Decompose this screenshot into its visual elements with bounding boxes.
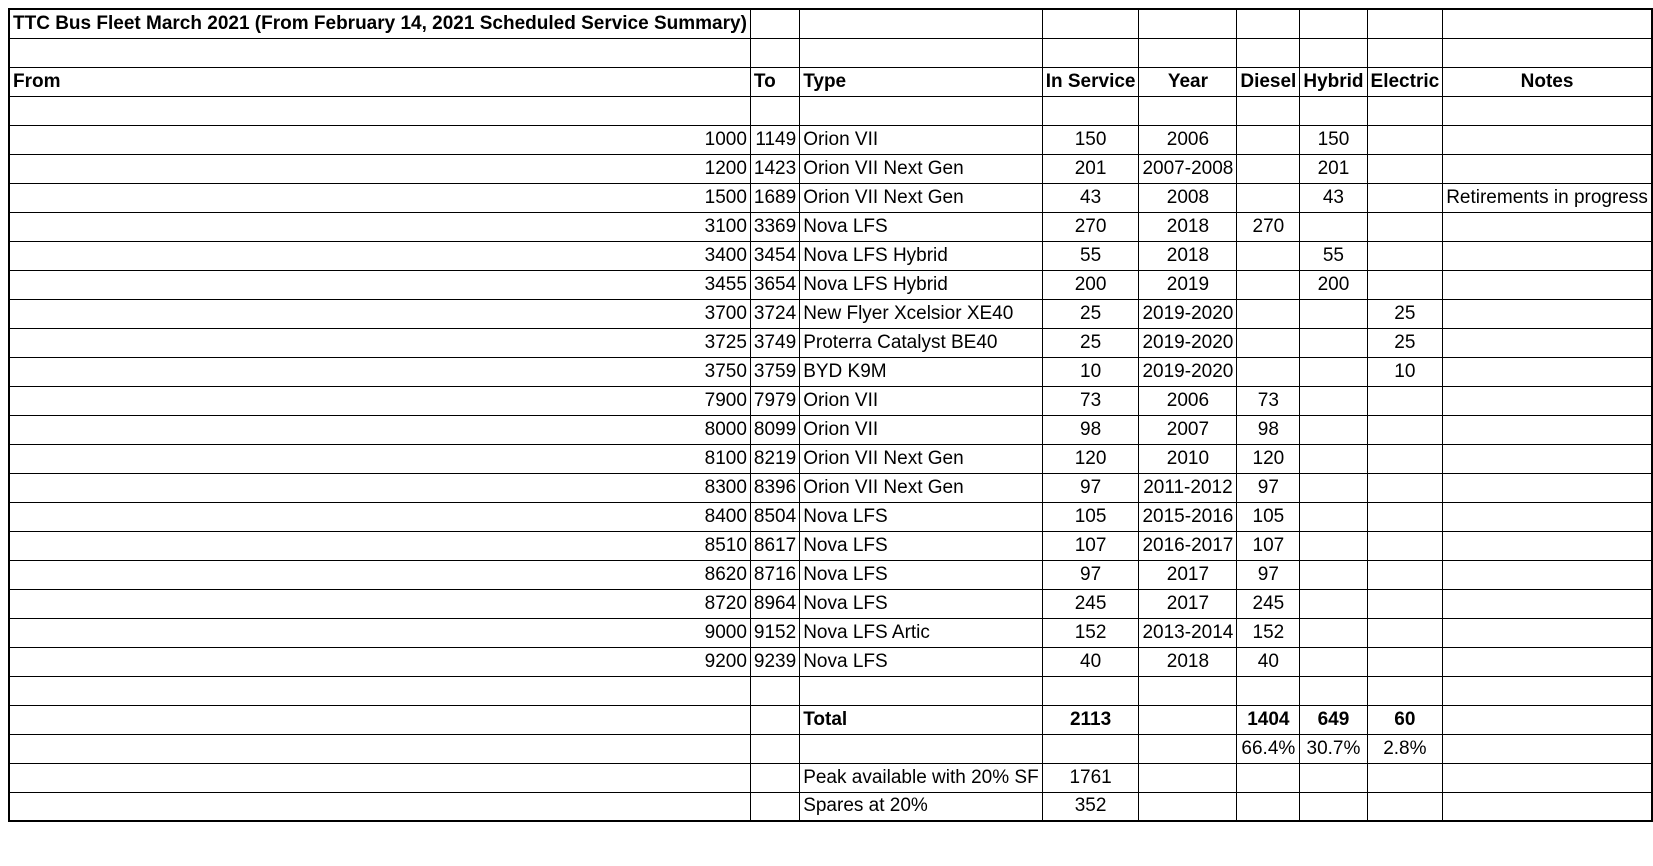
cell-year[interactable]: 2006 [1139, 386, 1237, 415]
percent-diesel[interactable]: 66.4% [1237, 734, 1300, 763]
table-row [9, 560, 1652, 589]
cell-electric[interactable] [1367, 531, 1443, 560]
cell-hybrid[interactable]: 43 [1300, 183, 1367, 212]
cell-hybrid[interactable] [1300, 473, 1367, 502]
cell-notes[interactable] [1443, 299, 1652, 328]
cell-diesel[interactable] [1237, 183, 1300, 212]
cell[interactable] [1367, 96, 1443, 125]
cell-to[interactable]: 8617 [750, 531, 799, 560]
cell-hybrid[interactable] [1300, 212, 1367, 241]
cell-in-service[interactable]: 73 [1042, 386, 1139, 415]
cell[interactable] [800, 96, 1043, 125]
cell-type[interactable]: New Flyer Xcelsior XE40 [800, 299, 1043, 328]
table-row [9, 473, 1652, 502]
cell[interactable] [1367, 9, 1443, 38]
cell-type[interactable]: Nova LFS [800, 502, 1043, 531]
cell-year[interactable]: 2011-2012 [1139, 473, 1237, 502]
cell-type[interactable]: Nova LFS [800, 531, 1043, 560]
cell-type[interactable]: Nova LFS Hybrid [800, 241, 1043, 270]
cell-type[interactable]: Orion VII Next Gen [800, 154, 1043, 183]
cell[interactable] [1300, 96, 1367, 125]
cell[interactable] [750, 734, 799, 763]
cell-to[interactable]: 8504 [750, 502, 799, 531]
cell[interactable] [9, 792, 750, 821]
cell[interactable] [1300, 38, 1367, 67]
cell-from[interactable]: 8000 [9, 415, 750, 444]
cell-in-service[interactable]: 40 [1042, 647, 1139, 676]
cell[interactable] [1300, 792, 1367, 821]
cell-to[interactable]: 8099 [750, 415, 799, 444]
cell-type[interactable]: Orion VII [800, 415, 1043, 444]
table-row [9, 270, 1652, 299]
cell-electric[interactable]: 10 [1367, 357, 1443, 386]
cell-from[interactable]: 8720 [9, 589, 750, 618]
total-electric[interactable]: 60 [1367, 705, 1443, 734]
cell-hybrid[interactable] [1300, 531, 1367, 560]
cell-year[interactable]: 2013-2014 [1139, 618, 1237, 647]
cell-hybrid[interactable] [1300, 502, 1367, 531]
cell[interactable] [1042, 38, 1139, 67]
cell[interactable] [1443, 9, 1652, 38]
cell-diesel[interactable]: 40 [1237, 647, 1300, 676]
cell-in-service[interactable]: 98 [1042, 415, 1139, 444]
cell-hybrid[interactable] [1300, 618, 1367, 647]
cell-diesel[interactable]: 245 [1237, 589, 1300, 618]
cell[interactable] [800, 38, 1043, 67]
header-hybrid[interactable]: Hybrid [1300, 67, 1367, 96]
cell[interactable] [1367, 676, 1443, 705]
cell-diesel[interactable] [1237, 154, 1300, 183]
cell[interactable] [1367, 38, 1443, 67]
cell[interactable] [1139, 676, 1237, 705]
cell-to[interactable]: 3654 [750, 270, 799, 299]
cell-electric[interactable] [1367, 415, 1443, 444]
table-row [9, 618, 1652, 647]
cell[interactable] [750, 763, 799, 792]
table-row [9, 357, 1652, 386]
cell-from[interactable]: 3100 [9, 212, 750, 241]
cell-from[interactable]: 1000 [9, 125, 750, 154]
cell[interactable] [1300, 763, 1367, 792]
cell-hybrid[interactable] [1300, 647, 1367, 676]
table-row [9, 328, 1652, 357]
cell-year[interactable]: 2007-2008 [1139, 154, 1237, 183]
cell-year[interactable]: 2019 [1139, 270, 1237, 299]
table-row [9, 241, 1652, 270]
cell-type[interactable]: Nova LFS Artic [800, 618, 1043, 647]
cell[interactable] [750, 9, 799, 38]
cell[interactable] [1237, 96, 1300, 125]
cell-electric[interactable] [1367, 241, 1443, 270]
cell-to[interactable]: 3724 [750, 299, 799, 328]
cell-to[interactable]: 3454 [750, 241, 799, 270]
cell-in-service[interactable]: 107 [1042, 531, 1139, 560]
cell-diesel[interactable]: 97 [1237, 560, 1300, 589]
table-row [9, 154, 1652, 183]
spares-label[interactable]: Spares at 20% [800, 792, 1043, 821]
cell-from[interactable]: 8620 [9, 560, 750, 589]
cell-to[interactable]: 1689 [750, 183, 799, 212]
header-type[interactable]: Type [800, 67, 1043, 96]
cell[interactable] [1443, 792, 1652, 821]
cell-type[interactable]: Orion VII Next Gen [800, 473, 1043, 502]
cell-notes[interactable] [1443, 473, 1652, 502]
table-row [9, 125, 1652, 154]
cell-electric[interactable] [1367, 647, 1443, 676]
cell[interactable] [1443, 705, 1652, 734]
cell-in-service[interactable]: 120 [1042, 444, 1139, 473]
cell-notes[interactable] [1443, 212, 1652, 241]
cell[interactable] [1443, 763, 1652, 792]
spares-value[interactable]: 352 [1042, 792, 1139, 821]
blank-row [9, 96, 1652, 125]
table-row [9, 531, 1652, 560]
cell[interactable] [1443, 38, 1652, 67]
cell[interactable] [1237, 792, 1300, 821]
peak-row [9, 763, 1652, 792]
cell[interactable] [1367, 792, 1443, 821]
cell-in-service[interactable]: 245 [1042, 589, 1139, 618]
cell-diesel[interactable]: 120 [1237, 444, 1300, 473]
cell-in-service[interactable]: 150 [1042, 125, 1139, 154]
cell-notes[interactable] [1443, 125, 1652, 154]
cell-to[interactable]: 8396 [750, 473, 799, 502]
total-in-service[interactable]: 2113 [1042, 705, 1139, 734]
cell-electric[interactable] [1367, 154, 1443, 183]
cell-to[interactable]: 9152 [750, 618, 799, 647]
cell-to[interactable]: 9239 [750, 647, 799, 676]
cell-year[interactable]: 2015-2016 [1139, 502, 1237, 531]
cell-notes[interactable] [1443, 502, 1652, 531]
cell-in-service[interactable]: 25 [1042, 328, 1139, 357]
cell-diesel[interactable]: 73 [1237, 386, 1300, 415]
cell-diesel[interactable]: 270 [1237, 212, 1300, 241]
cell-type[interactable]: Nova LFS Hybrid [800, 270, 1043, 299]
cell-notes[interactable] [1443, 415, 1652, 444]
cell-year[interactable]: 2019-2020 [1139, 357, 1237, 386]
cell-hybrid[interactable]: 200 [1300, 270, 1367, 299]
cell-to[interactable]: 3369 [750, 212, 799, 241]
cell-year[interactable]: 2006 [1139, 125, 1237, 154]
cell-hybrid[interactable] [1300, 415, 1367, 444]
cell-notes[interactable] [1443, 444, 1652, 473]
cell-hybrid[interactable] [1300, 386, 1367, 415]
cell-hybrid[interactable] [1300, 560, 1367, 589]
table-row [9, 502, 1652, 531]
cell-in-service[interactable]: 97 [1042, 560, 1139, 589]
cell-year[interactable]: 2016-2017 [1139, 531, 1237, 560]
cell[interactable] [800, 676, 1043, 705]
cell-notes[interactable] [1443, 618, 1652, 647]
cell-notes[interactable] [1443, 328, 1652, 357]
cell-type[interactable]: Orion VII Next Gen [800, 444, 1043, 473]
cell-diesel[interactable]: 97 [1237, 473, 1300, 502]
cell[interactable] [1367, 763, 1443, 792]
cell-from[interactable]: 3725 [9, 328, 750, 357]
cell[interactable] [1300, 9, 1367, 38]
cell-from[interactable]: 3400 [9, 241, 750, 270]
cell-in-service[interactable]: 25 [1042, 299, 1139, 328]
total-hybrid[interactable]: 649 [1300, 705, 1367, 734]
header-row [9, 67, 1652, 96]
cell-electric[interactable]: 25 [1367, 328, 1443, 357]
cell-hybrid[interactable]: 150 [1300, 125, 1367, 154]
cell-to[interactable]: 8716 [750, 560, 799, 589]
cell-from[interactable]: 9200 [9, 647, 750, 676]
cell-from[interactable]: 3455 [9, 270, 750, 299]
cell-hybrid[interactable] [1300, 444, 1367, 473]
cell-type[interactable]: Proterra Catalyst BE40 [800, 328, 1043, 357]
cell-diesel[interactable]: 105 [1237, 502, 1300, 531]
header-notes[interactable]: Notes [1443, 67, 1652, 96]
cell-in-service[interactable]: 97 [1042, 473, 1139, 502]
cell-electric[interactable] [1367, 212, 1443, 241]
cell-notes[interactable] [1443, 589, 1652, 618]
blank-row [9, 38, 1652, 67]
table-row [9, 415, 1652, 444]
cell[interactable] [1042, 734, 1139, 763]
cell[interactable] [1139, 38, 1237, 67]
cell-year[interactable]: 2007 [1139, 415, 1237, 444]
cell[interactable] [1139, 763, 1237, 792]
cell-from[interactable]: 8400 [9, 502, 750, 531]
cell-from[interactable]: 8510 [9, 531, 750, 560]
cell-year[interactable]: 2019-2020 [1139, 299, 1237, 328]
cell-in-service[interactable]: 270 [1042, 212, 1139, 241]
header-in-service[interactable]: In Service [1042, 67, 1139, 96]
cell-in-service[interactable]: 10 [1042, 357, 1139, 386]
percent-electric[interactable]: 2.8% [1367, 734, 1443, 763]
cell[interactable] [9, 705, 750, 734]
cell-notes[interactable] [1443, 386, 1652, 415]
total-label[interactable]: Total [800, 705, 1043, 734]
cell-year[interactable]: 2017 [1139, 589, 1237, 618]
cell-electric[interactable] [1367, 618, 1443, 647]
cell-notes[interactable] [1443, 647, 1652, 676]
cell[interactable] [1237, 676, 1300, 705]
cell-type[interactable]: Orion VII [800, 125, 1043, 154]
cell-to[interactable]: 7979 [750, 386, 799, 415]
cell-from[interactable]: 3700 [9, 299, 750, 328]
cell-diesel[interactable]: 152 [1237, 618, 1300, 647]
cell-hybrid[interactable]: 201 [1300, 154, 1367, 183]
cell-hybrid[interactable] [1300, 589, 1367, 618]
cell-to[interactable]: 3749 [750, 328, 799, 357]
cell-year[interactable]: 2019-2020 [1139, 328, 1237, 357]
cell-electric[interactable] [1367, 125, 1443, 154]
table-row [9, 589, 1652, 618]
cell-type[interactable]: Nova LFS [800, 212, 1043, 241]
sheet-title[interactable]: TTC Bus Fleet March 2021 (From February 14, 2021 Scheduled Service Summary) [9, 9, 750, 38]
cell[interactable] [1237, 38, 1300, 67]
peak-label[interactable]: Peak available with 20% SF [800, 763, 1043, 792]
table-row [9, 444, 1652, 473]
cell-year[interactable]: 2008 [1139, 183, 1237, 212]
cell[interactable] [1139, 705, 1237, 734]
total-row [9, 705, 1652, 734]
cell[interactable] [1139, 734, 1237, 763]
title-row [9, 9, 1652, 38]
table-row [9, 386, 1652, 415]
cell-notes[interactable] [1443, 560, 1652, 589]
cell-electric[interactable] [1367, 270, 1443, 299]
percent-hybrid[interactable]: 30.7% [1300, 734, 1367, 763]
cell-to[interactable]: 1423 [750, 154, 799, 183]
cell-from[interactable]: 8300 [9, 473, 750, 502]
cell-year[interactable]: 2017 [1139, 560, 1237, 589]
cell-diesel[interactable] [1237, 241, 1300, 270]
blank-row [9, 676, 1652, 705]
cell-year[interactable]: 2018 [1139, 241, 1237, 270]
cell-from[interactable]: 1200 [9, 154, 750, 183]
peak-value[interactable]: 1761 [1042, 763, 1139, 792]
cell-from[interactable]: 7900 [9, 386, 750, 415]
cell[interactable] [1300, 676, 1367, 705]
cell-in-service[interactable]: 43 [1042, 183, 1139, 212]
cell-to[interactable]: 8219 [750, 444, 799, 473]
cell[interactable] [1042, 676, 1139, 705]
cell[interactable] [1443, 676, 1652, 705]
cell-notes[interactable] [1443, 531, 1652, 560]
cell-type[interactable]: Nova LFS [800, 560, 1043, 589]
cell[interactable] [1237, 763, 1300, 792]
cell[interactable] [1443, 734, 1652, 763]
cell[interactable] [9, 763, 750, 792]
cell-year[interactable]: 2018 [1139, 212, 1237, 241]
cell[interactable] [1237, 9, 1300, 38]
table-row [9, 299, 1652, 328]
header-from[interactable]: From [9, 67, 750, 96]
cell-type[interactable]: Orion VII [800, 386, 1043, 415]
spares-row [9, 792, 1652, 821]
cell-to[interactable]: 8964 [750, 589, 799, 618]
cell-diesel[interactable] [1237, 125, 1300, 154]
cell[interactable] [1443, 96, 1652, 125]
cell-from[interactable]: 9000 [9, 618, 750, 647]
cell-in-service[interactable]: 201 [1042, 154, 1139, 183]
cell[interactable] [1042, 96, 1139, 125]
cell[interactable] [750, 792, 799, 821]
percent-row [9, 734, 1652, 763]
cell[interactable] [800, 734, 1043, 763]
cell-hybrid[interactable] [1300, 328, 1367, 357]
cell-electric[interactable] [1367, 589, 1443, 618]
cell-diesel[interactable] [1237, 328, 1300, 357]
cell[interactable] [1042, 9, 1139, 38]
header-diesel[interactable]: Diesel [1237, 67, 1300, 96]
cell[interactable] [9, 96, 750, 125]
cell-electric[interactable] [1367, 183, 1443, 212]
table-row [9, 647, 1652, 676]
cell[interactable] [9, 676, 750, 705]
cell-to[interactable]: 3759 [750, 357, 799, 386]
cell-electric[interactable] [1367, 473, 1443, 502]
cell-in-service[interactable]: 152 [1042, 618, 1139, 647]
cell-hybrid[interactable] [1300, 299, 1367, 328]
cell-electric[interactable] [1367, 502, 1443, 531]
cell-type[interactable]: BYD K9M [800, 357, 1043, 386]
cell[interactable] [9, 734, 750, 763]
cell[interactable] [750, 705, 799, 734]
cell-electric[interactable] [1367, 386, 1443, 415]
cell-in-service[interactable]: 200 [1042, 270, 1139, 299]
cell-notes[interactable] [1443, 270, 1652, 299]
cell-diesel[interactable]: 107 [1237, 531, 1300, 560]
cell[interactable] [750, 676, 799, 705]
cell-to[interactable]: 1149 [750, 125, 799, 154]
cell-hybrid[interactable]: 55 [1300, 241, 1367, 270]
cell-diesel[interactable] [1237, 270, 1300, 299]
cell-from[interactable]: 3750 [9, 357, 750, 386]
cell-notes[interactable] [1443, 241, 1652, 270]
cell-from[interactable]: 8100 [9, 444, 750, 473]
cell[interactable] [9, 38, 750, 67]
cell[interactable] [800, 9, 1043, 38]
header-electric[interactable]: Electric [1367, 67, 1443, 96]
cell-type[interactable]: Nova LFS [800, 647, 1043, 676]
cell-diesel[interactable] [1237, 299, 1300, 328]
cell-hybrid[interactable] [1300, 357, 1367, 386]
cell[interactable] [750, 38, 799, 67]
cell-in-service[interactable]: 105 [1042, 502, 1139, 531]
cell-notes[interactable]: Retirements in progress [1443, 183, 1652, 212]
header-year[interactable]: Year [1139, 67, 1237, 96]
cell-diesel[interactable]: 98 [1237, 415, 1300, 444]
header-to[interactable]: To [750, 67, 799, 96]
fleet-spreadsheet [8, 8, 1653, 822]
cell-notes[interactable] [1443, 154, 1652, 183]
cell-diesel[interactable] [1237, 357, 1300, 386]
cell-in-service[interactable]: 55 [1042, 241, 1139, 270]
total-diesel[interactable]: 1404 [1237, 705, 1300, 734]
cell-electric[interactable] [1367, 444, 1443, 473]
cell[interactable] [1139, 792, 1237, 821]
cell-year[interactable]: 2010 [1139, 444, 1237, 473]
cell[interactable] [750, 96, 799, 125]
cell-type[interactable]: Orion VII Next Gen [800, 183, 1043, 212]
cell-electric[interactable]: 25 [1367, 299, 1443, 328]
cell-electric[interactable] [1367, 560, 1443, 589]
cell-from[interactable]: 1500 [9, 183, 750, 212]
cell-type[interactable]: Nova LFS [800, 589, 1043, 618]
cell-year[interactable]: 2018 [1139, 647, 1237, 676]
cell[interactable] [1139, 9, 1237, 38]
cell[interactable] [1139, 96, 1237, 125]
table-row [9, 212, 1652, 241]
table-row [9, 183, 1652, 212]
cell-notes[interactable] [1443, 357, 1652, 386]
